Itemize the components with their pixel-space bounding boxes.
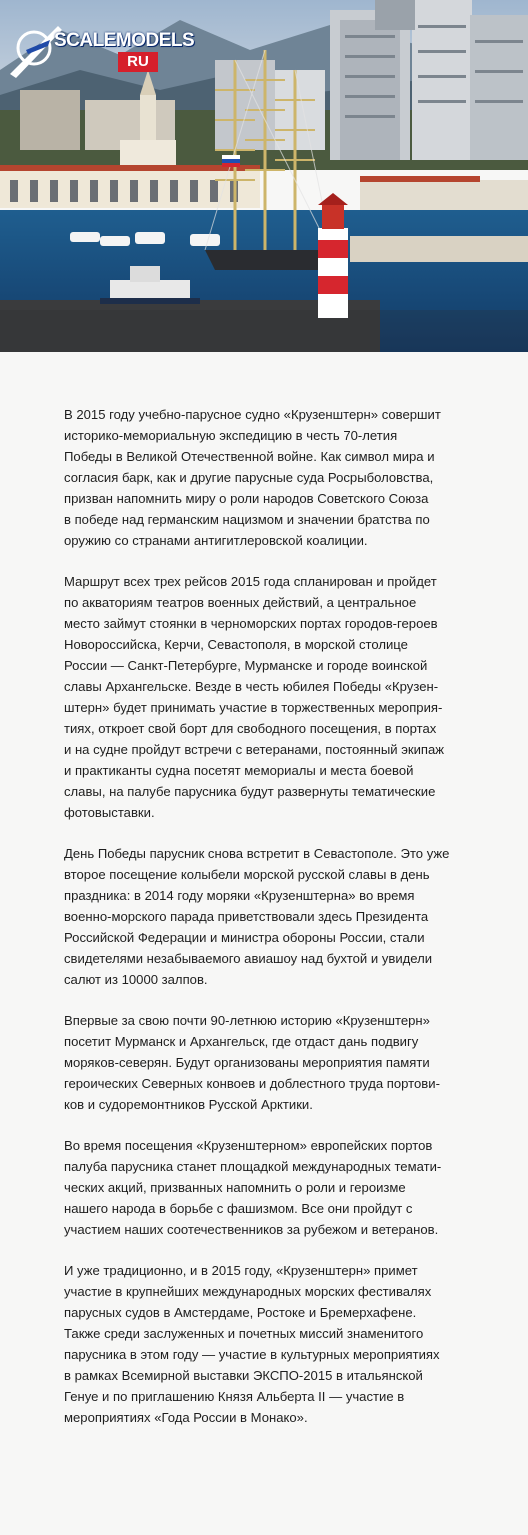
harbor-photo xyxy=(0,0,528,352)
paragraph-festivals: И уже традиционно, и в 2015 году, «Крузенштерн» примет участие в крупнейших международных морских фестивалях парусных судов в Амстердаме, Ростоке и Бремерхафене. Также среди заслуженных и почетных миссий знаменитого парусника в этом году — участие в культурных мероприятиях в рамках Всемирной выставки ЭКСПО-2015 в итальянской Генуе и по приглашению Князя Альберта II — участие в мероприятиях «Года России в Монако». xyxy=(64,1263,440,1425)
logo-domain-badge: RU xyxy=(118,52,158,72)
article-body xyxy=(64,404,489,1448)
paragraph-victory-day: День Победы парусник снова встретит в Севастополе. Это уже второе посещение колыбели морской русской славы в день праздника: в 2014 году моряки «Крузенштерна» во время военно-морского парада приветствовали здесь Президента Российской Федерации и министра обороны России, стали свидетелями незабываемого авиашоу над бухтой и увидели салют из 10000 залпов. xyxy=(64,846,450,987)
paragraph-expedition: В 2015 году учебно-парусное судно «Крузенштерн» совершит историко-мемориальную экспедицию в честь 70-летия Победы в Великой Отечественной войне. Как символ мира и согласия барк, как и другие парусные суда Росрыболовства, призван напомнить миру о роли народов Советского Союза в победе над германским нацизмом и значении братства по оружию со странами антигитлеровской коалиции. xyxy=(64,407,441,548)
paragraph-route: Маршрут всех трех рейсов 2015 года спланирован и пройдет по акваториям театров военных действий, а центральное место займут стоянки в черноморских портах городов-героев Новороссийска, Керчи, Севастополя, в морской столице России — Санкт-Петербурге, Мурманске и городе воинской славы Архангельске. Везде в честь юбилея Победы «Крузен- штерн» будет принимать участие в торжественных мероприя- тиях, откроет свой борт для свободного посещения, в портах и на судне пройдут встречи с ветеранами, постоянный экипаж и практиканты судна посетят мемориалы и места боевой славы, на палубе парусника будут развернуты тематические фотовыставки. xyxy=(64,574,445,820)
logo-text: SCALEMODELS xyxy=(54,30,195,51)
paragraph-arctic: Впервые за свою почти 90-летнюю историю «Крузенштерн» посетит Мурманск и Архангельск, где отдаст дань подвигу моряков-северян. Будут организованы мероприятия памяти героических Северных конвоев и доблестного труда портови- ков и судоремонтников Русской Арктики. xyxy=(64,1013,440,1112)
paragraph-europe: Во время посещения «Крузенштерном» европейских портов палуба парусника станет площадкой международных темати- ческих акций, призванных напомнить о роли и героизме нашего народа в борьбе с фашизмом. Все они пройдут с участием наших соотечественников за рубежом и ветеранов. xyxy=(64,1138,442,1237)
scalemodels-logo xyxy=(6,14,195,84)
